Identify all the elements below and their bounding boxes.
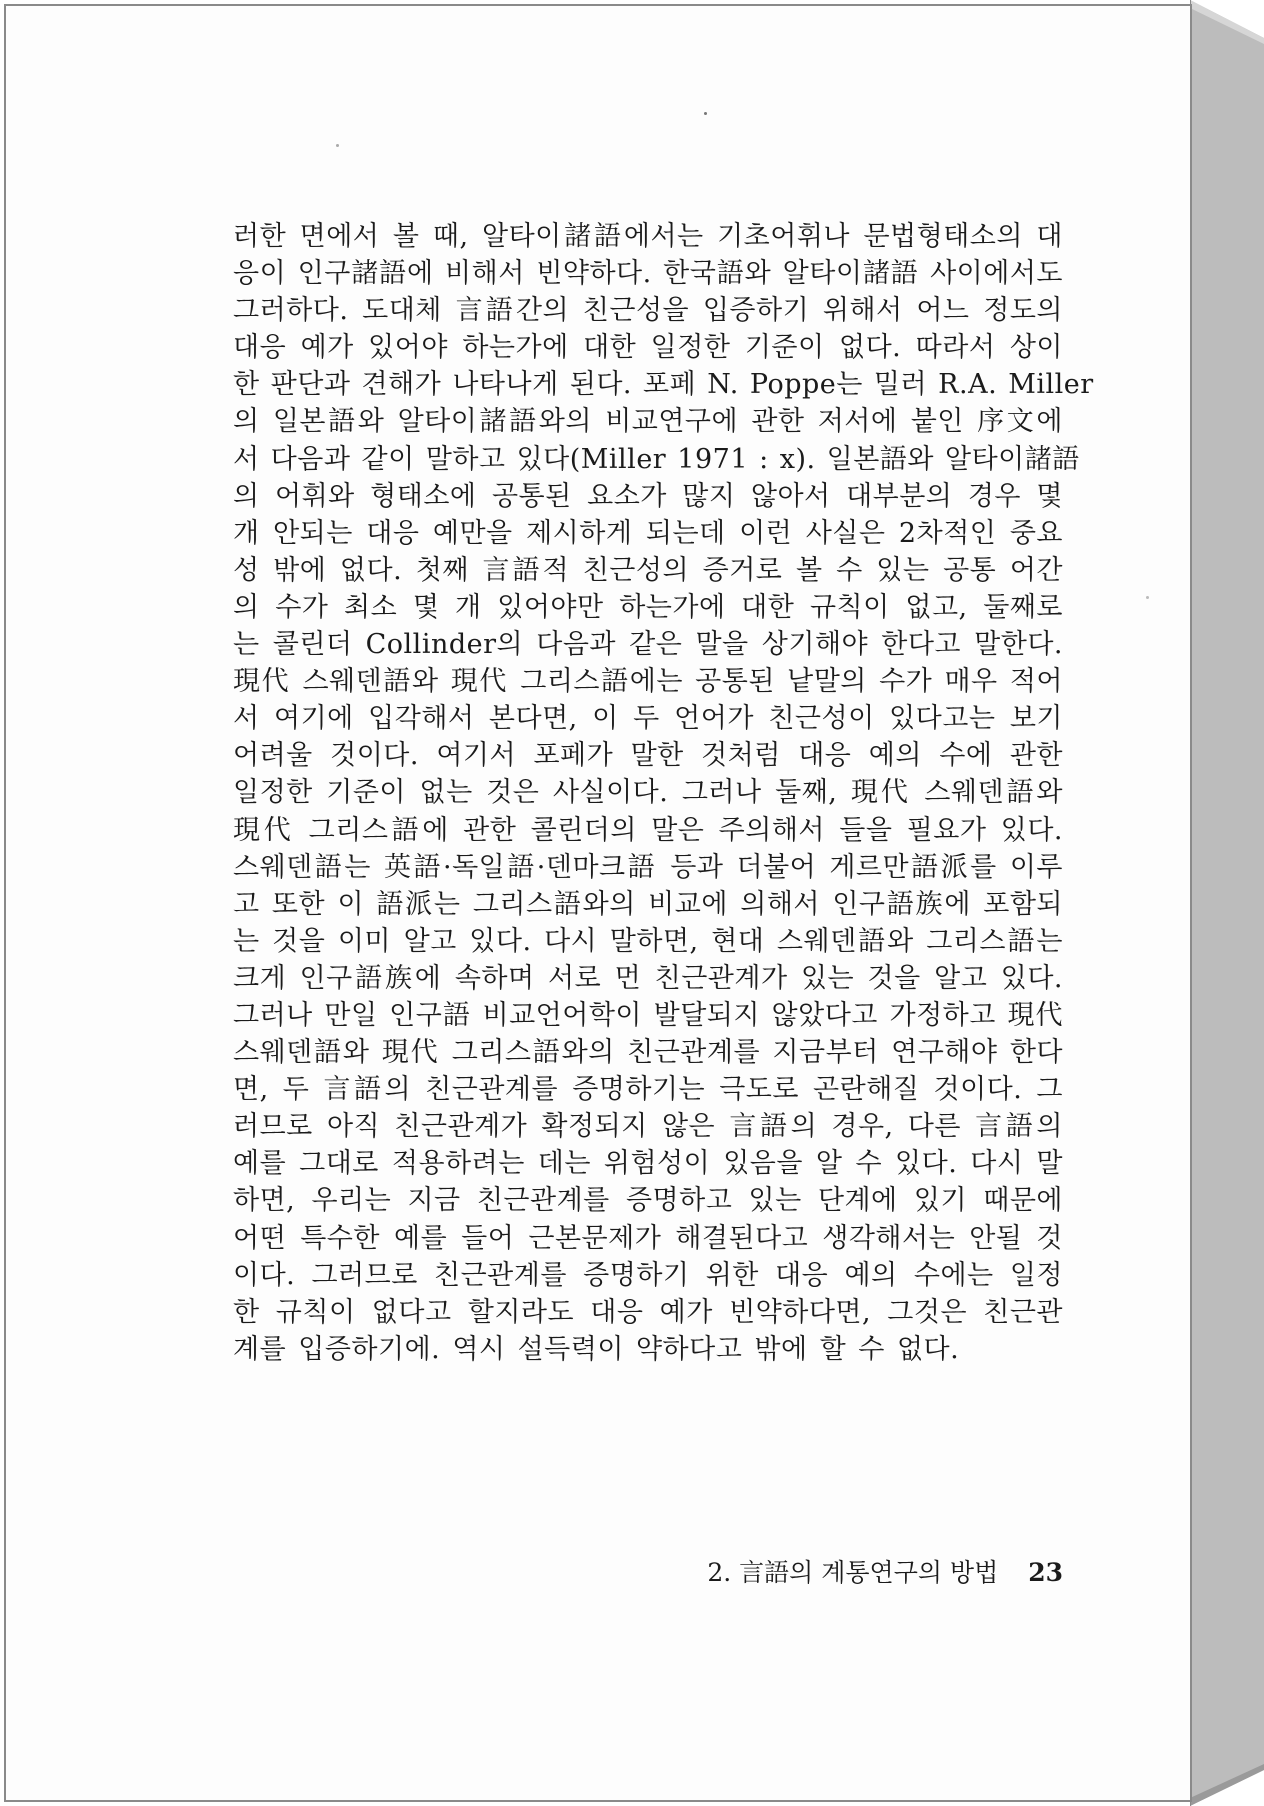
- paper-speck: [336, 144, 339, 147]
- running-footer: [680, 1553, 1063, 1589]
- text-line: 의 어휘와 형태소에 공통된 요소가 많지 않아서 대부분의 경우 몇: [233, 480, 1063, 512]
- paper-speck: [1146, 596, 1149, 599]
- text-line: 의 수가 최소 몇 개 있어야만 하는가에 대한 규칙이 없고, 둘째로: [233, 591, 1063, 623]
- text-line: 는 것을 이미 알고 있다. 다시 말하면, 현대 스웨덴語와 그리스語는: [233, 925, 1063, 957]
- text-line: 성 밖에 없다. 첫째 言語적 친근성의 증거로 볼 수 있는 공통 어간: [233, 554, 1063, 586]
- text-line: 한 규칙이 없다고 할지라도 대응 예가 빈약하다면, 그것은 친근관: [233, 1296, 1063, 1328]
- text-line: 면, 두 言語의 친근관계를 증명하기는 극도로 곤란해질 것이다. 그: [233, 1074, 1063, 1106]
- text-line: 하면, 우리는 지금 친근관계를 증명하고 있는 단계에 있기 때문에: [233, 1185, 1063, 1217]
- text-line: 어려울 것이다. 여기서 포페가 말한 것처럼 대응 예의 수에 관한: [233, 740, 1063, 772]
- paper-speck: [704, 112, 707, 115]
- text-line: 크게 인구語族에 속하며 서로 먼 친근관계가 있는 것을 알고 있다.: [233, 962, 1063, 994]
- section-title: 2. 言語의 계통연구의 방법: [707, 1558, 999, 1587]
- text-line: 그러하다. 도대체 言語간의 친근성을 입증하기 위해서 어느 정도의: [233, 295, 1063, 327]
- text-line: 는 콜린더 Collinder의 다음과 같은 말을 상기해야 한다고 말한다.: [233, 629, 1063, 661]
- text-line: 고 또한 이 語派는 그리스語와의 비교에 의해서 인구語族에 포함되: [233, 888, 1063, 920]
- text-line: 現代 그리스語에 관한 콜린더의 말은 주의해서 들을 필요가 있다.: [233, 814, 1063, 846]
- text-line: 개 안되는 대응 예만을 제시하게 되는데 이런 사실은 2차적인 중요: [233, 517, 1063, 549]
- text-line: 일정한 기준이 없는 것은 사실이다. 그러나 둘째, 現代 스웨덴語와: [233, 777, 1063, 809]
- text-line: 한 판단과 견해가 나타나게 된다. 포페 N. Poppe는 밀러 R.A. Miller: [233, 369, 1094, 401]
- book-edge: [1190, 0, 1264, 1806]
- text-line: 서 다음과 같이 말하고 있다(Miller 1971 : x). 일본語와 알타이諸語: [233, 443, 1080, 475]
- body-text: [233, 218, 1094, 1368]
- text-line: 응이 인구諸語에 비해서 빈약하다. 한국語와 알타이諸語 사이에서도: [233, 258, 1063, 290]
- text-line: 예를 그대로 적용하려는 데는 위험성이 있음을 알 수 있다. 다시 말: [233, 1148, 1063, 1180]
- text-line: 대응 예가 있어야 하는가에 대한 일정한 기준이 없다. 따라서 상이: [233, 332, 1063, 364]
- text-line: 서 여기에 입각해서 본다면, 이 두 언어가 친근성이 있다고는 보기: [233, 703, 1063, 735]
- text-line: 스웨덴語는 英語·독일語·덴마크語 등과 더불어 게르만語派를 이루: [233, 851, 1063, 883]
- page-number: 23: [1028, 1558, 1063, 1587]
- text-line: 現代 스웨덴語와 現代 그리스語에는 공통된 낱말의 수가 매우 적어: [233, 666, 1063, 698]
- text-line: 어떤 특수한 예를 들어 근본문제가 해결된다고 생각해서는 안될 것: [233, 1222, 1063, 1254]
- text-line: 의 일본語와 알타이諸語와의 비교연구에 관한 저서에 붙인 序文에: [233, 406, 1063, 438]
- text-line: 계를 입증하기에. 역시 설득력이 약하다고 밖에 할 수 없다.: [233, 1333, 960, 1365]
- text-line: 러므로 아직 친근관계가 확정되지 않은 言語의 경우, 다른 言語의: [233, 1111, 1063, 1143]
- text-line: 스웨덴語와 現代 그리스語와의 친근관계를 지금부터 연구해야 한다: [233, 1037, 1063, 1069]
- text-line: 이다. 그러므로 친근관계를 증명하기 위한 대응 예의 수에는 일정: [233, 1259, 1063, 1291]
- text-line: 러한 면에서 볼 때, 알타이諸語에서는 기초어휘나 문법형태소의 대: [233, 221, 1063, 252]
- text-line: 그러나 만일 인구語 비교언어학이 발달되지 않았다고 가정하고 現代: [233, 999, 1063, 1031]
